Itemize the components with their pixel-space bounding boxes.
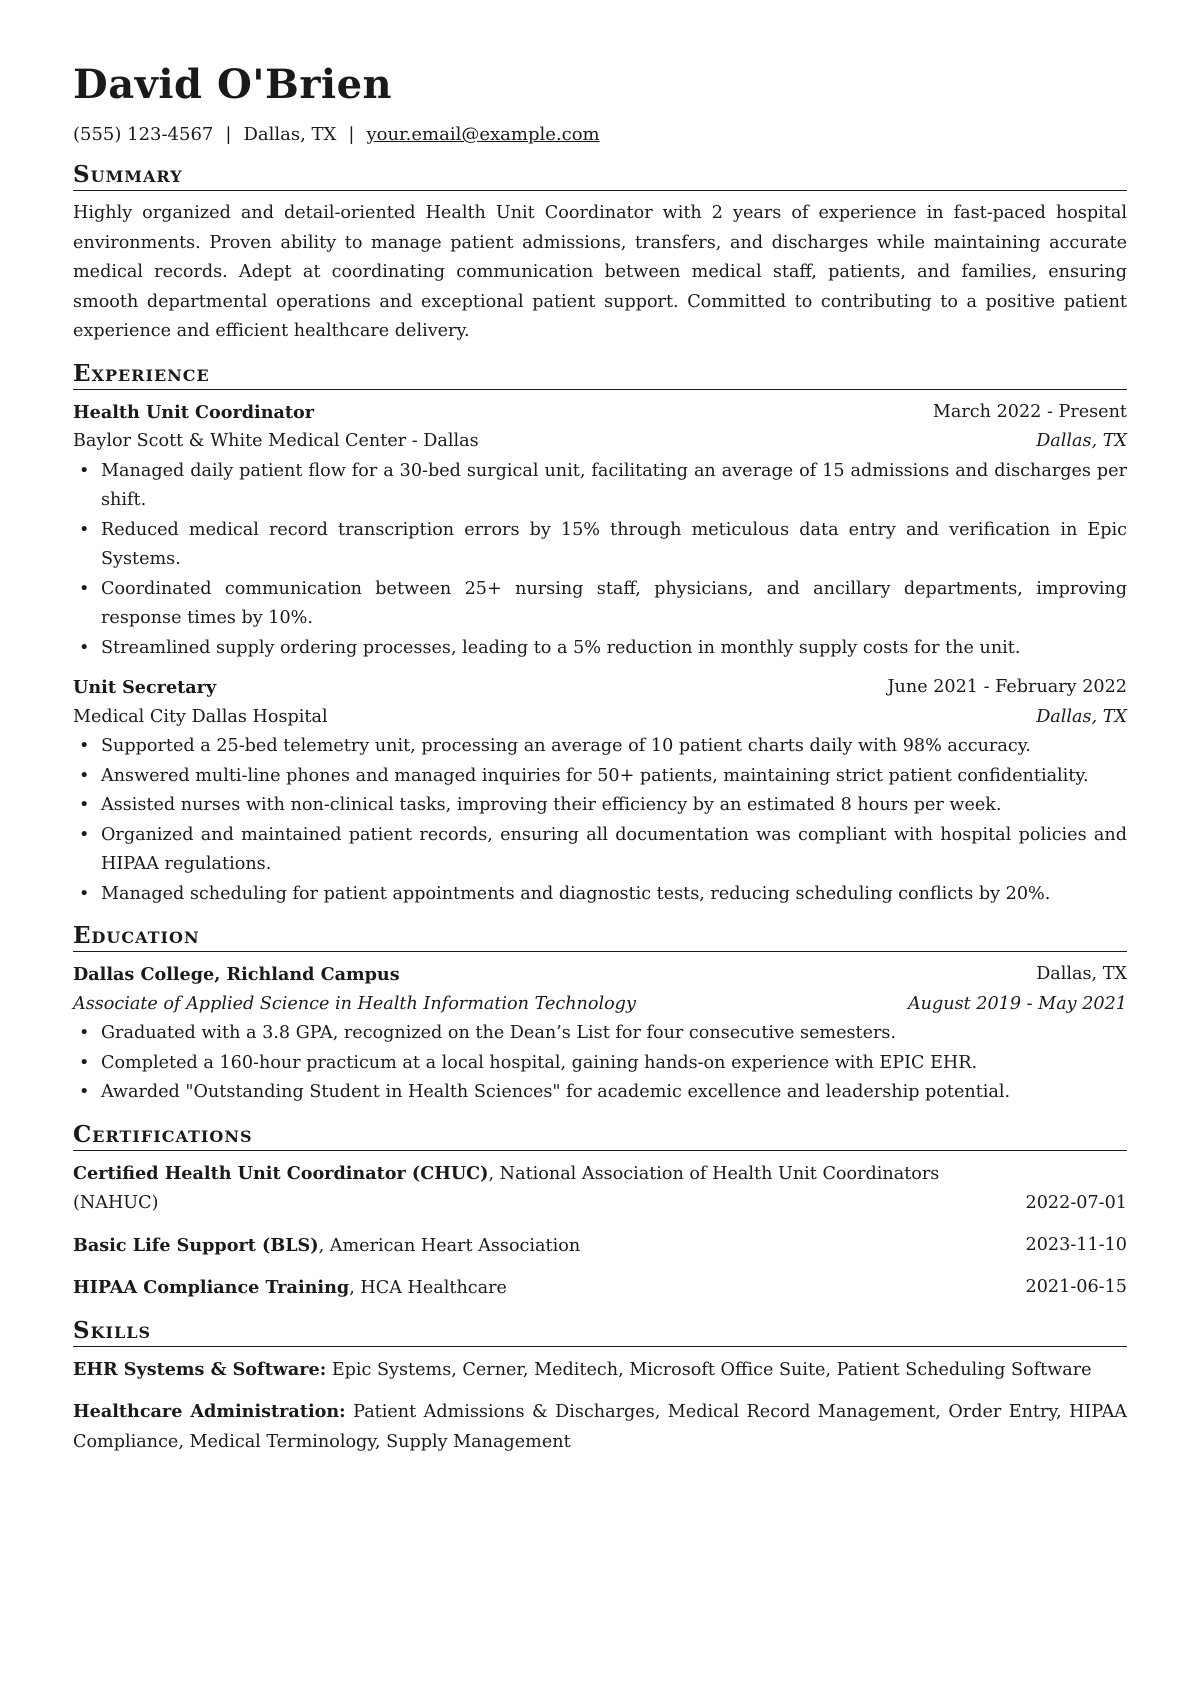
candidate-name: David O'Brien: [73, 61, 393, 108]
list-item: • Managed daily patient flow for a 30-bed surgical unit, facilitating an average of 15 admissions and discharges per shift.: [73, 457, 1127, 516]
school-location: Dallas, TX: [1036, 964, 1127, 984]
list-item: • Completed a 160-hour practicum at a local hospital, gaining hands-on experience with EPIC EHR.: [73, 1049, 1127, 1079]
job-bullets: [73, 457, 1127, 664]
certification-date: 2023-11-10: [1025, 1234, 1127, 1255]
contact-separator: |: [225, 124, 232, 145]
job-location: Dallas, TX: [1036, 431, 1127, 451]
experience-entry: [73, 673, 1127, 909]
contact-separator: |: [348, 124, 355, 145]
summary-text: Highly organized and detail-oriented Health Unit Coordinator with 2 years of experience in fast-paced hospital environments. Proven ability to manage patient admissions, transfers, and discharges while maintaining accurate medical records. Adept at coordinating communication between medical staff, patients, and families, ensuring smooth departmental operations and exceptional patient support. Committed to contributing to a positive patient experience and efficient healthcare delivery.: [73, 203, 1127, 341]
list-item: • Coordinated communication between 25+ nursing staff, physicians, and ancillary departments, improving response times by 10%.: [73, 575, 1127, 634]
certification-item: [73, 1159, 1127, 1219]
skill-label: Healthcare Administration:: [73, 1401, 346, 1422]
section-title-experience: Experience: [73, 360, 1127, 390]
section-title-certifications: Certifications: [73, 1121, 1127, 1151]
job-title: Health Unit Coordinator: [73, 401, 315, 423]
experience-entry: [73, 398, 1127, 664]
skill-value: Epic Systems, Cerner, Meditech, Microsoft Office Suite, Patient Scheduling Software: [326, 1359, 1092, 1380]
degree: Associate of Applied Science in Health Information Technology: [73, 993, 636, 1014]
certification-item: [73, 1273, 1127, 1304]
list-item: • Managed scheduling for patient appointments and diagnostic tests, reducing scheduling conflicts by 20%.: [73, 880, 1127, 910]
section-title-education: Education: [73, 922, 1127, 952]
section-title-summary: Summary: [73, 161, 1127, 191]
job-bullets: [73, 732, 1127, 909]
certification-issuer: , American Heart Association: [318, 1235, 581, 1256]
contact-line: [73, 122, 1127, 148]
resume-page: [73, 58, 1127, 1469]
list-item: • Answered multi-line phones and managed inquiries for 50+ patients, maintaining strict patient confidentiality.: [73, 762, 1127, 792]
education-bullets: [73, 1019, 1127, 1108]
list-item: • Awarded "Outstanding Student in Health Sciences" for academic excellence and leadership potential.: [73, 1078, 1127, 1108]
education-entry: [73, 960, 1127, 1108]
certification-issuer-cont: (NAHUC): [73, 1193, 159, 1213]
list-item: • Supported a 25-bed telemetry unit, processing an average of 10 patient charts daily with 98% accuracy.: [73, 732, 1127, 762]
certification-item: [73, 1231, 1127, 1262]
school-name: Dallas College, Richland Campus: [73, 964, 400, 985]
certification-date: 2021-06-15: [1025, 1277, 1127, 1297]
list-item: • Graduated with a 3.8 GPA, recognized on the Dean’s List for four consecutive semesters.: [73, 1019, 1127, 1049]
job-title: Unit Secretary: [73, 677, 217, 698]
education-dates: August 2019 - May 2021: [907, 993, 1127, 1014]
location: Dallas, TX: [243, 124, 337, 145]
certification-name: Basic Life Support (BLS): [73, 1234, 319, 1256]
job-dates: June 2021 - February 2022: [887, 677, 1127, 697]
skill-group: [73, 1355, 1127, 1386]
certification-issuer: , HCA Healthcare: [349, 1278, 507, 1298]
skill-group: [73, 1397, 1127, 1457]
skill-label: EHR Systems & Software:: [73, 1358, 327, 1380]
section-title-skills: Skills: [73, 1317, 1127, 1347]
certification-name: HIPAA Compliance Training: [73, 1277, 350, 1298]
job-location: Dallas, TX: [1036, 706, 1127, 727]
phone: (555) 123-4567: [73, 124, 214, 145]
certification-issuer: , National Association of Health Unit Coordinators: [488, 1163, 940, 1184]
job-dates: March 2022 - Present: [932, 401, 1127, 422]
certification-date: 2022-07-01: [1025, 1193, 1127, 1213]
list-item: • Organized and maintained patient records, ensuring all documentation was compliant with hospital policies and HIPAA regulations.: [73, 821, 1127, 880]
list-item: • Assisted nurses with non-clinical tasks, improving their efficiency by an estimated 8 hours per week.: [73, 791, 1127, 821]
employer: Medical City Dallas Hospital: [73, 706, 328, 727]
email-link[interactable]: your.email@example.com: [366, 124, 600, 145]
list-item: • Streamlined supply ordering processes, leading to a 5% reduction in monthly supply costs for the unit.: [73, 634, 1127, 664]
employer: Baylor Scott & White Medical Center - Dallas: [73, 431, 479, 451]
certification-name: Certified Health Unit Coordinator (CHUC): [73, 1162, 489, 1184]
list-item: • Reduced medical record transcription errors by 15% through meticulous data entry and verification in Epic Systems.: [73, 516, 1127, 575]
skill-value: Patient Admissions & Discharges, Medical Record Management, Order Entry, HIPAA Compliance, Medical Terminology, Supply Management: [73, 1402, 1127, 1452]
